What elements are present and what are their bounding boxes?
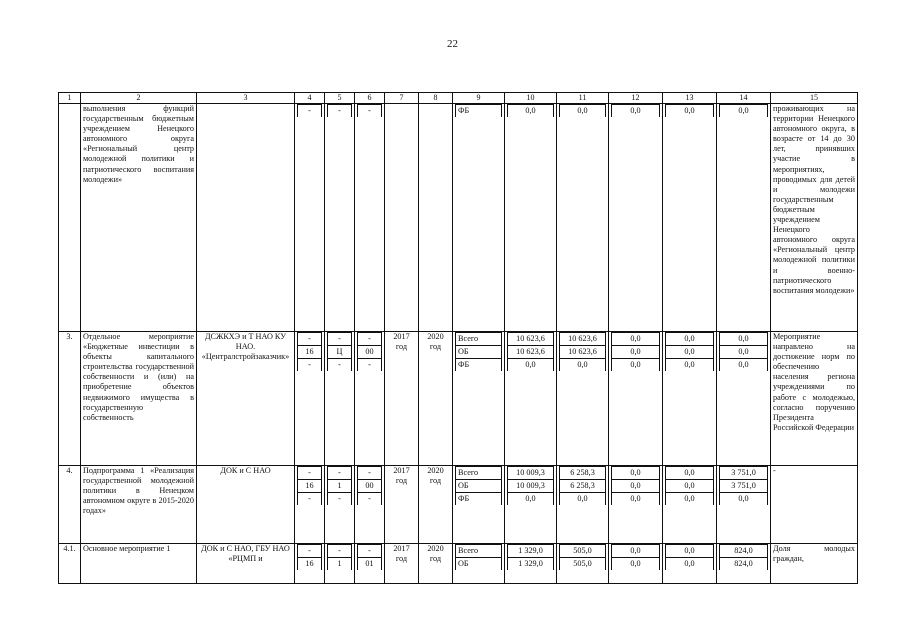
code-om-value: - <box>358 359 382 372</box>
code-om-value: - <box>358 333 382 346</box>
amount-y4-value: 0,0 <box>720 493 768 506</box>
col-header: 9 <box>453 93 505 104</box>
amount-y1-value: 0,0 <box>560 105 606 118</box>
page-number: 22 <box>447 38 458 50</box>
amount-y3-value: 0,0 <box>666 333 714 346</box>
code-om-value: - <box>358 467 382 480</box>
amount-y1-value: 10 623,6 <box>560 333 606 346</box>
code-pp-value: - <box>328 545 352 558</box>
code-gp-value: - <box>298 333 322 346</box>
amount-y3-value: 0,0 <box>666 480 714 493</box>
code-pp-value: - <box>328 333 352 346</box>
amount-y4 <box>717 544 771 584</box>
code-gp-value: 16 <box>298 480 322 493</box>
code-pp-value: - <box>328 467 352 480</box>
col-header: 1 <box>59 93 81 104</box>
table-row <box>59 332 858 466</box>
end-year: 2020 год <box>419 332 453 466</box>
start-year: 2017 год <box>385 544 419 584</box>
col-header: 13 <box>663 93 717 104</box>
amount-y2-value: 0,0 <box>612 480 660 493</box>
amount-y2 <box>609 332 663 466</box>
amount-y4-value: 0,0 <box>720 105 768 118</box>
code-om <box>355 332 385 466</box>
table-row <box>59 544 858 584</box>
code-gp <box>295 332 325 466</box>
funding-source-value: ФБ <box>456 105 502 118</box>
code-om-value: - <box>358 493 382 506</box>
code-pp <box>325 332 355 466</box>
funding-source-value: ОБ <box>456 480 502 493</box>
col-header: 4 <box>295 93 325 104</box>
amount-y4-value: 0,0 <box>720 346 768 359</box>
amount-y3-value: 0,0 <box>666 558 714 571</box>
code-gp-value: - <box>298 545 322 558</box>
code-om-value: 00 <box>358 480 382 493</box>
amount-y1 <box>557 466 609 544</box>
funding-source-value: ОБ <box>456 558 502 571</box>
amount-y3-value: 0,0 <box>666 346 714 359</box>
start-year: 2017 год <box>385 466 419 544</box>
activity-name: выполнения функций государственным бюджетным учреждением Ненецкого автономного округа «Региональный центр молодежной политики и патриотического воспитания молодежи» <box>81 104 197 332</box>
funding-source-value: ФБ <box>456 493 502 506</box>
code-om <box>355 544 385 584</box>
amount-y4-value: 3 751,0 <box>720 480 768 493</box>
amount-y3 <box>663 332 717 466</box>
code-pp-value: 1 <box>328 480 352 493</box>
col-header: 5 <box>325 93 355 104</box>
executor: ДОК и С НАО <box>197 466 295 544</box>
code-om-value: - <box>358 105 382 118</box>
code-gp-value: 16 <box>298 558 322 571</box>
amount-y3 <box>663 104 717 332</box>
code-pp-value: - <box>328 359 352 372</box>
amount-y1 <box>557 544 609 584</box>
expected-result: - <box>771 466 858 544</box>
col-header: 6 <box>355 93 385 104</box>
amount-y1 <box>557 104 609 332</box>
executor <box>197 104 295 332</box>
amount-y2-value: 0,0 <box>612 346 660 359</box>
col-header: 3 <box>197 93 295 104</box>
code-pp-value: 1 <box>328 558 352 571</box>
funding-source <box>453 544 505 584</box>
amount-y4 <box>717 332 771 466</box>
amount-total-value: 0,0 <box>508 359 554 372</box>
code-om-value: 00 <box>358 346 382 359</box>
amount-y3-value: 0,0 <box>666 545 714 558</box>
row-number: 4. <box>59 466 81 544</box>
code-pp-value: - <box>328 493 352 506</box>
code-om <box>355 466 385 544</box>
amount-y3-value: 0,0 <box>666 105 714 118</box>
amount-y2-value: 0,0 <box>612 333 660 346</box>
amount-y4-value: 0,0 <box>720 333 768 346</box>
amount-y2-value: 0,0 <box>612 105 660 118</box>
funding-source-value: Всего <box>456 333 502 346</box>
code-gp <box>295 104 325 332</box>
executor: ДСЖКХЭ и Т НАО КУ НАО. «Централстройзаказчик» <box>197 332 295 466</box>
code-om-value: 01 <box>358 558 382 571</box>
code-gp-value: - <box>298 467 322 480</box>
code-pp <box>325 104 355 332</box>
amount-y1 <box>557 332 609 466</box>
code-pp <box>325 466 355 544</box>
activity-name: Основное мероприятие 1 <box>81 544 197 584</box>
code-gp <box>295 466 325 544</box>
amount-total-value: 10 009,3 <box>508 467 554 480</box>
amount-y3-value: 0,0 <box>666 493 714 506</box>
amount-y3-value: 0,0 <box>666 359 714 372</box>
code-gp-value: - <box>298 359 322 372</box>
amount-total <box>505 466 557 544</box>
start-year <box>385 104 419 332</box>
expected-result: Мероприятие направлено на достижение норм по обеспечению населения региона учреждениями по работе с молодежью, согласно поручению Президента Российской Федерации <box>771 332 858 466</box>
row-number <box>59 104 81 332</box>
amount-y4-value: 824,0 <box>720 545 768 558</box>
amount-y3 <box>663 544 717 584</box>
funding-source-value: Всего <box>456 467 502 480</box>
amount-total-value: 1 329,0 <box>508 545 554 558</box>
amount-y2 <box>609 466 663 544</box>
funding-source <box>453 332 505 466</box>
col-header: 12 <box>609 93 663 104</box>
amount-total <box>505 104 557 332</box>
end-year <box>419 104 453 332</box>
amount-y2-value: 0,0 <box>612 558 660 571</box>
amount-total <box>505 544 557 584</box>
col-header: 14 <box>717 93 771 104</box>
col-header: 10 <box>505 93 557 104</box>
amount-y4-value: 824,0 <box>720 558 768 571</box>
code-gp-value: - <box>298 105 322 118</box>
amount-y2-value: 0,0 <box>612 467 660 480</box>
funding-source-value: ОБ <box>456 346 502 359</box>
table-row <box>59 466 858 544</box>
amount-total-value: 10 623,6 <box>508 346 554 359</box>
amount-y2 <box>609 544 663 584</box>
funding-source-value: Всего <box>456 545 502 558</box>
amount-y2 <box>609 104 663 332</box>
amount-total-value: 10 623,6 <box>508 333 554 346</box>
activity-name: Подпрограмма 1 «Реализация государственной молодежной политики в Ненецком автономном округе в 2015-2020 годах» <box>81 466 197 544</box>
amount-y2-value: 0,0 <box>612 545 660 558</box>
program-table <box>58 92 858 584</box>
amount-y3-value: 0,0 <box>666 467 714 480</box>
col-header: 11 <box>557 93 609 104</box>
row-number: 3. <box>59 332 81 466</box>
expected-result: проживающих на территории Ненецкого автономного округа, в возрасте от 14 до 30 лет, принявших участие в мероприятиях, проводимых для детей и молодежи государственным бюджетным учреждением Ненецкого автономного округа «Региональный центр молодежной политики и военно-патриотического воспитания молодежи» <box>771 104 858 332</box>
amount-total <box>505 332 557 466</box>
amount-y4-value: 0,0 <box>720 359 768 372</box>
code-pp <box>325 544 355 584</box>
amount-total-value: 0,0 <box>508 105 554 118</box>
code-om-value: - <box>358 545 382 558</box>
amount-y4 <box>717 104 771 332</box>
amount-y4-value: 3 751,0 <box>720 467 768 480</box>
row-number: 4.1. <box>59 544 81 584</box>
expected-result: Доля молодых граждан, <box>771 544 858 584</box>
code-pp-value: - <box>328 105 352 118</box>
code-gp-value: 16 <box>298 346 322 359</box>
header-row <box>59 93 858 104</box>
amount-y1-value: 10 623,6 <box>560 346 606 359</box>
amount-y1-value: 505,0 <box>560 545 606 558</box>
amount-y4 <box>717 466 771 544</box>
col-header: 15 <box>771 93 858 104</box>
end-year: 2020 год <box>419 466 453 544</box>
end-year: 2020 год <box>419 544 453 584</box>
col-header: 2 <box>81 93 197 104</box>
funding-source-value: ФБ <box>456 359 502 372</box>
amount-y1-value: 6 258,3 <box>560 480 606 493</box>
col-header: 7 <box>385 93 419 104</box>
amount-total-value: 1 329,0 <box>508 558 554 571</box>
code-gp <box>295 544 325 584</box>
code-om <box>355 104 385 332</box>
amount-total-value: 0,0 <box>508 493 554 506</box>
amount-y1-value: 0,0 <box>560 493 606 506</box>
amount-y2-value: 0,0 <box>612 493 660 506</box>
funding-source <box>453 466 505 544</box>
amount-y1-value: 6 258,3 <box>560 467 606 480</box>
amount-y3 <box>663 466 717 544</box>
start-year: 2017 год <box>385 332 419 466</box>
table-row <box>59 104 858 332</box>
executor: ДОК и С НАО, ГБУ НАО «РЦМП и <box>197 544 295 584</box>
col-header: 8 <box>419 93 453 104</box>
activity-name: Отдельное мероприятие «Бюджетные инвестиции в объекты капитального строительства государственной собственности и (или) на приобретение объектов недвижимого имущества в государственную собственность <box>81 332 197 466</box>
amount-y1-value: 505,0 <box>560 558 606 571</box>
amount-y2-value: 0,0 <box>612 359 660 372</box>
code-gp-value: - <box>298 493 322 506</box>
funding-source <box>453 104 505 332</box>
amount-total-value: 10 009,3 <box>508 480 554 493</box>
code-pp-value: Ц <box>328 346 352 359</box>
amount-y1-value: 0,0 <box>560 359 606 372</box>
